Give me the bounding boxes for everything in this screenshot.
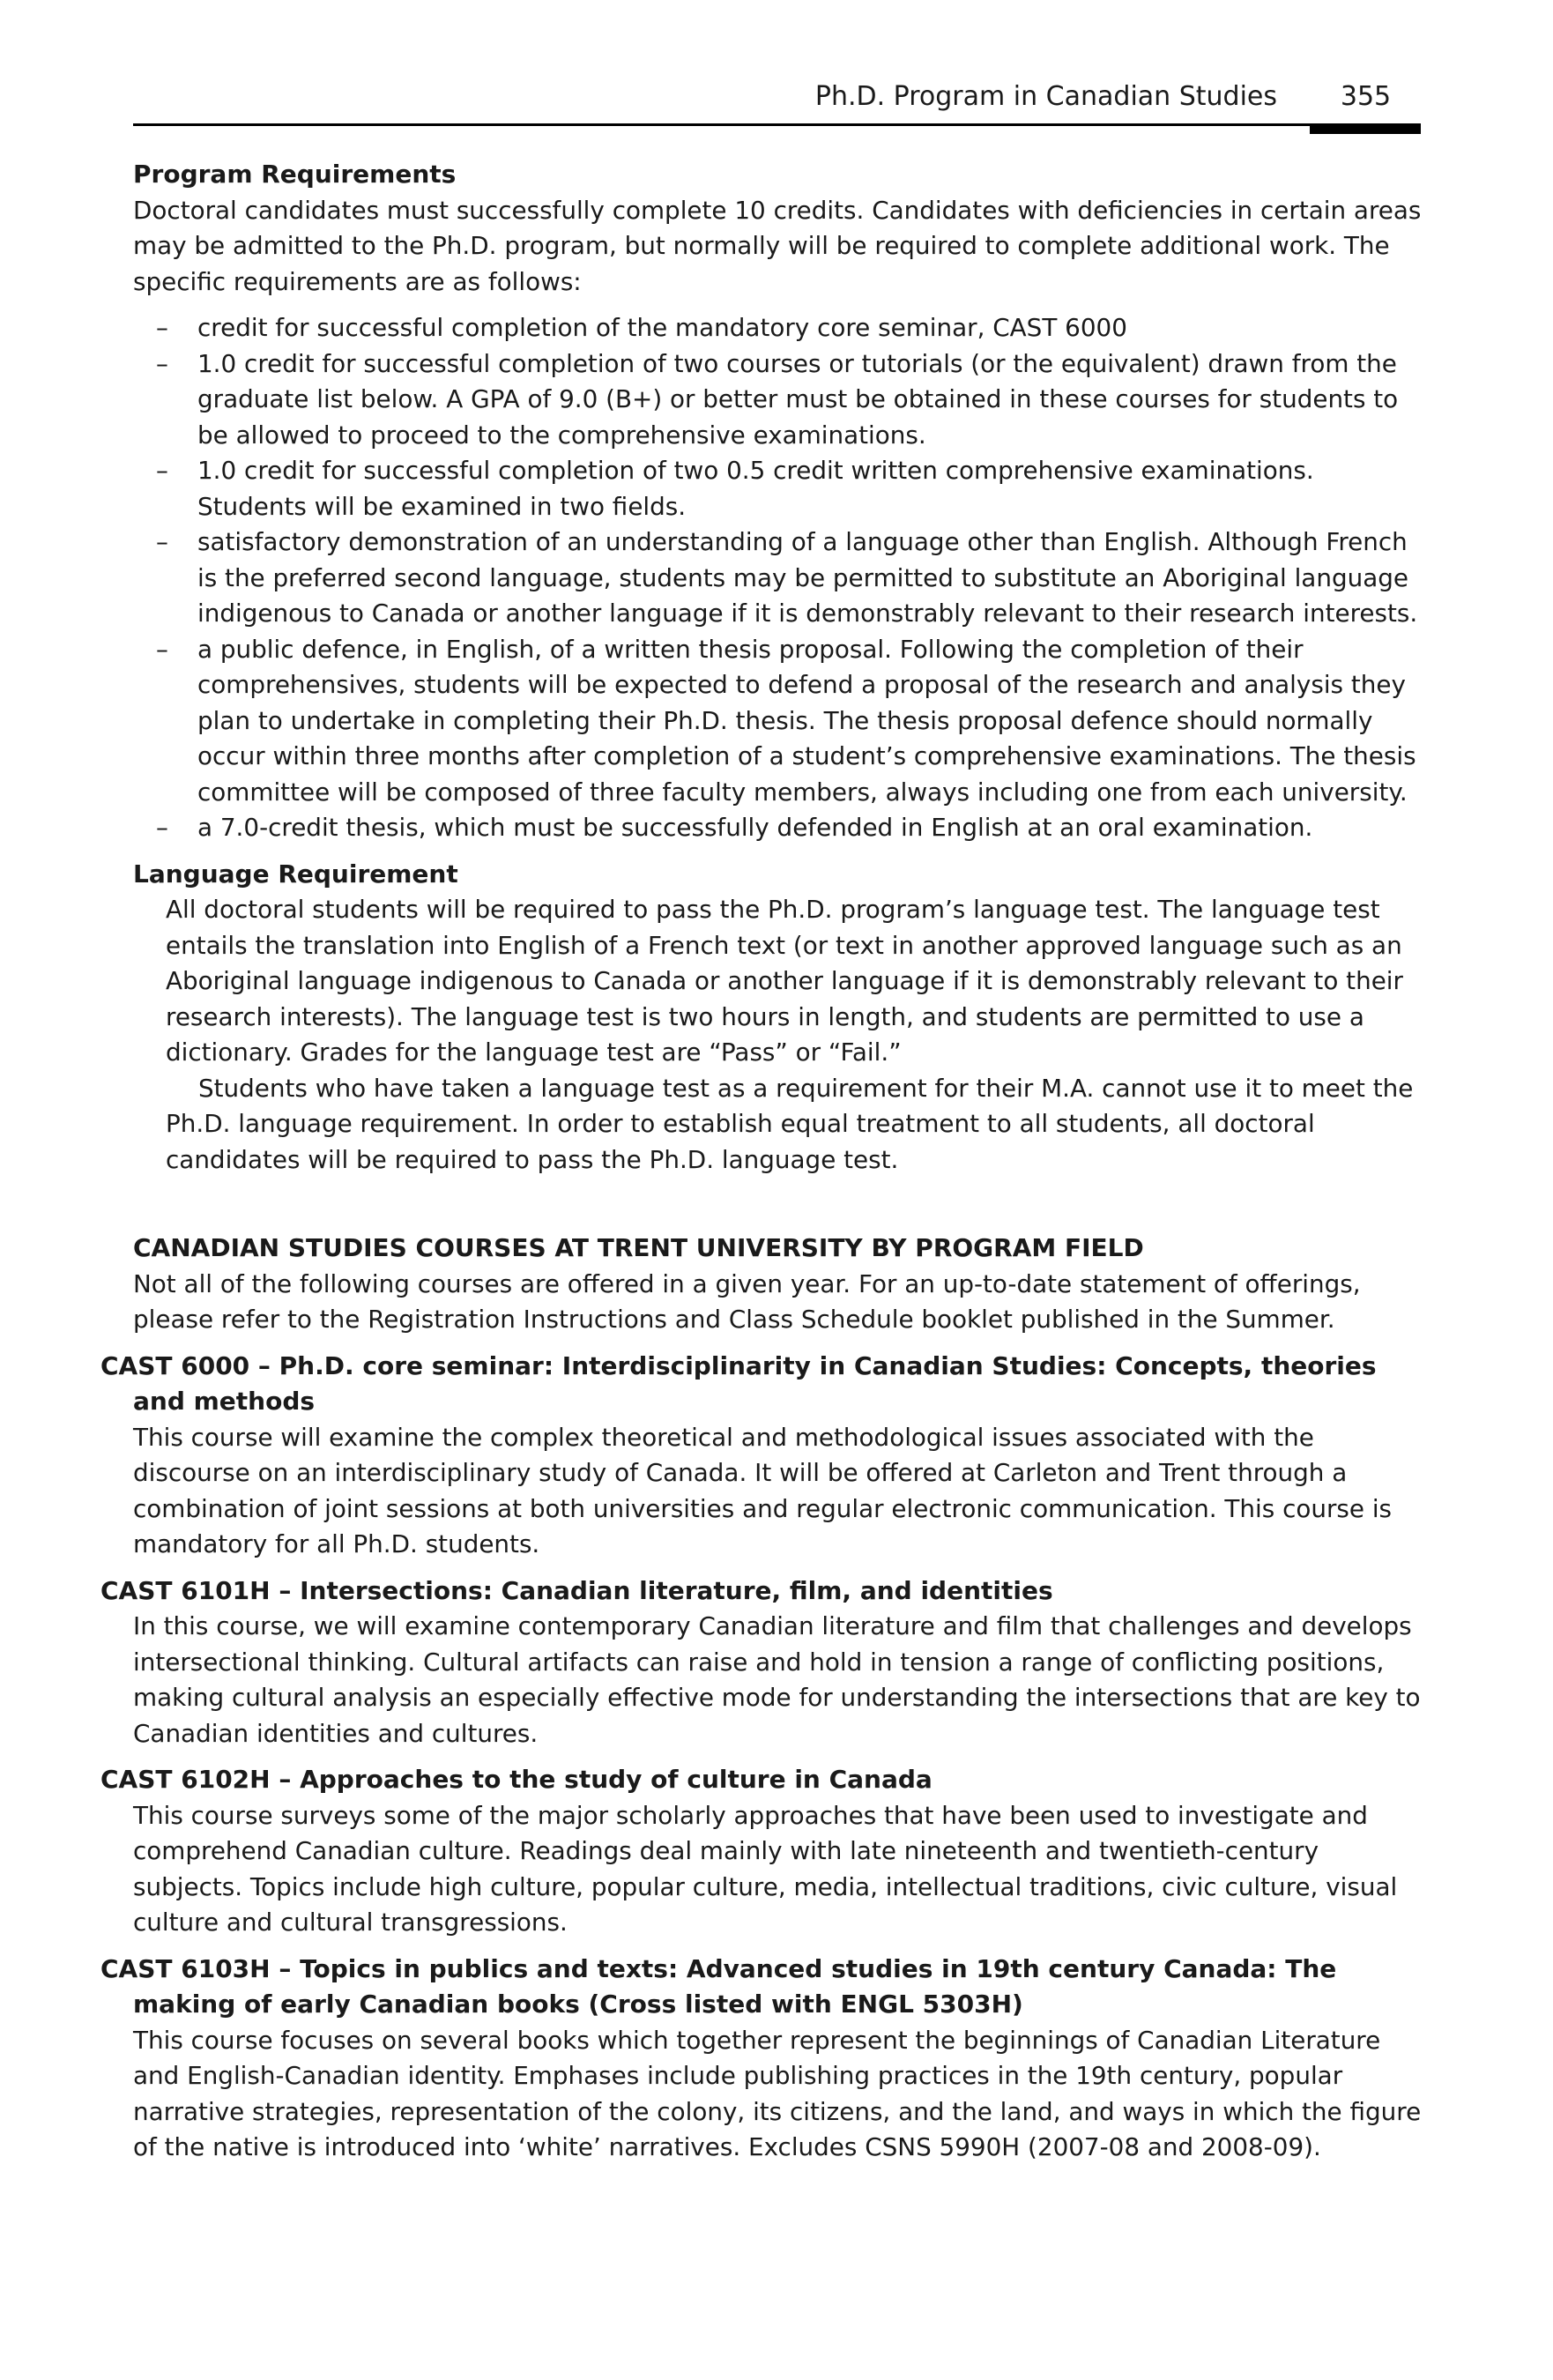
language-requirement-body — [133, 892, 1429, 1178]
course-entry — [100, 1349, 1429, 1563]
running-header — [133, 78, 1421, 126]
requirement-item — [156, 524, 1429, 632]
requirement-text: a public defence, in English, of a written thesis proposal. Following the completion of their comprehensives, students will be expected to defend a proposal of the research and analysis they plan to undertake in completing their Ph.D. thesis. The thesis proposal defence should normally occur within three months after completion of a student’s comprehensive examinations. The thesis committee will be composed of three faculty members, always including one from each university. — [197, 634, 1416, 807]
courses-section-intro: Not all of the following courses are offered in a given year. For an up-to-date statement of offerings, please refer to the Registration Instructions and Class Schedule booklet published in the Summer. — [133, 1268, 1361, 1334]
course-description: This course surveys some of the major scholarly approaches that have been used to investigate and comprehend Canadian culture. Readings deal mainly with late nineteenth and twentieth-century subjects. Topics include high culture, popular culture, media, intellectual traditions, civic culture, visual culture and cultural transgressions. — [133, 1800, 1398, 1937]
requirement-text: credit for successful completion of the mandatory core seminar, CAST 6000 — [197, 313, 1127, 342]
requirement-item — [156, 346, 1429, 454]
course-description: In this course, we will examine contemporary Canadian literature and film that challenges and develops intersectional thinking. Cultural artifacts can raise and hold in tension a range of conflicting positions, making cultural analysis an especially effective mode for understanding the intersections that are key to Canadian identities and cultures. — [133, 1611, 1421, 1748]
course-entry — [100, 1762, 1429, 1941]
list-dash: – — [156, 456, 168, 485]
requirement-text: satisfactory demonstration of an understanding of a language other than English. Although French is the preferred second language, students may be permitted to substitute an Aboriginal language indigenous to Canada or another language if it is demonstrably relevant to their research interests. — [197, 527, 1418, 628]
language-requirement-section — [133, 857, 1429, 1179]
course-description: This course focuses on several books which together represent the beginnings of Canadian Literature and English-Canadian identity. Emphases include publishing practices in the 19th century, popular narrative strategies, representation of the colony, its citizens, and the land, and ways in which the figure of the native is introduced into ‘white’ narratives. Excludes CSNS 5990H (2007-08 and 2008-09). — [133, 2025, 1422, 2161]
requirement-item — [156, 453, 1429, 524]
course-description: This course will examine the complex theoretical and methodological issues associated with the discourse on an interdisciplinary study of Canada. It will be offered at Carleton and Trent through a combination of joint sessions at both universities and regular electronic communication. This course is mandatory for all Ph.D. students. — [133, 1422, 1393, 1558]
requirements-list — [133, 310, 1429, 846]
course-title: CAST 6103H – Topics in publics and texts: Advanced studies in 19th century Canada: The making of early Canadian books (Cross listed with ENGL 5303H) — [100, 1953, 1337, 2019]
courses-section-heading: CANADIAN STUDIES COURSES AT TRENT UNIVERSITY BY PROGRAM FIELD — [133, 1233, 1144, 1262]
course-entry — [100, 1573, 1429, 1752]
program-requirements-intro: Doctoral candidates must successfully complete 10 credits. Candidates with deficiencies in certain areas may be admitted to the Ph.D. program, but normally will be required to complete additional work. The specific requirements are as follows: — [133, 195, 1422, 296]
requirement-item — [156, 310, 1429, 346]
page-tab-marker — [1310, 123, 1421, 134]
requirement-item — [156, 632, 1429, 811]
list-dash: – — [156, 813, 168, 842]
course-title: CAST 6000 – Ph.D. core seminar: Interdisciplinarity in Canadian Studies: Concepts, theories and methods — [100, 1350, 1377, 1416]
list-dash: – — [156, 313, 168, 342]
program-requirements-heading: Program Requirements — [133, 160, 457, 189]
page-number: 355 — [1340, 81, 1392, 112]
page-content — [100, 157, 1429, 2166]
requirement-item — [156, 810, 1429, 846]
courses-section — [100, 1231, 1429, 2166]
course-entry — [100, 1952, 1429, 2166]
requirement-text: 1.0 credit for successful completion of two courses or tutorials (or the equivalent) drawn from the graduate list below. A GPA of 9.0 (B+) or better must be obtained in these courses for students to be allowed to proceed to the comprehensive examinations. — [197, 348, 1399, 450]
requirement-text: a 7.0-credit thesis, which must be successfully defended in English at an oral examination. — [197, 813, 1313, 842]
language-requirement-paragraph: Students who have taken a language test as a requirement for their M.A. cannot use it to meet the Ph.D. language requirement. In order to establish equal treatment to all students, all doctoral candidates will be required to pass the Ph.D. language test. — [166, 1073, 1414, 1174]
list-dash: – — [156, 348, 168, 378]
course-title: CAST 6102H – Approaches to the study of culture in Canada — [100, 1765, 933, 1794]
language-requirement-heading: Language Requirement — [133, 859, 458, 889]
list-dash: – — [156, 527, 168, 556]
requirement-text: 1.0 credit for successful completion of two 0.5 credit written comprehensive examinations. Students will be examined in two fields. — [197, 456, 1314, 521]
language-requirement-paragraph: All doctoral students will be required to pass the Ph.D. program’s language test. The language test entails the translation into English of a French text (or text in another approved language such as an Aboriginal language indigenous to Canada or another language if it is demonstrably relevant to their research interests). The language test is two hours in length, and students are permitted to use a dictionary. Grades for the language test are “Pass” or “Fail.” — [166, 895, 1403, 1067]
list-dash: – — [156, 634, 168, 664]
course-title: CAST 6101H – Intersections: Canadian literature, film, and identities — [100, 1575, 1053, 1605]
program-requirements-section — [133, 157, 1429, 846]
running-header-title: Ph.D. Program in Canadian Studies — [814, 81, 1277, 112]
